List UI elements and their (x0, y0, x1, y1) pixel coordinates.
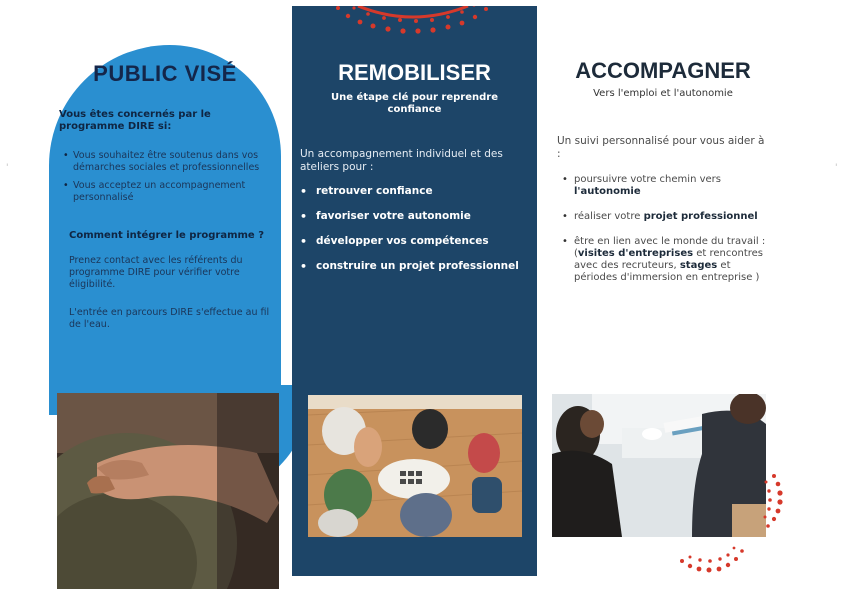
hand-on-shoulder-photo (57, 393, 279, 589)
accompagner-panel (548, 40, 778, 590)
list-item: • construire un projet professionnel (298, 259, 533, 273)
accompagner-title: ACCOMPAGNER (575, 58, 751, 83)
list-item-text: et rencontres avec des recruteurs, (574, 248, 764, 271)
list-item-emphasis: stages (679, 260, 718, 271)
list-item: • développer vos compétences (298, 234, 533, 248)
remobiliser-panel (292, 6, 537, 576)
interview-meeting-photo (552, 394, 766, 537)
list-item: • favoriser votre autonomie (298, 209, 533, 223)
decorative-dots-right (752, 470, 792, 530)
public-vise-panel (49, 45, 281, 598)
public-vise-question: Comment intégrer le programme ? (69, 230, 264, 241)
accompagner-subtitle: Vers l'emploi et l'autonomie (593, 88, 733, 99)
list-item: • Vous acceptez un accompagnement personnalisé (63, 180, 273, 204)
list-item-emphasis: l'autonomie (574, 186, 641, 197)
remobiliser-intro: Un accompagnement individuel et des ateliers pour : (300, 148, 503, 173)
list-item (562, 236, 774, 284)
group-workshop-photo (308, 395, 522, 537)
decorative-dots-arc (318, 6, 508, 36)
group-workshop-illustration (308, 395, 522, 537)
list-item (562, 174, 774, 198)
list-item-text: réaliser votre (574, 211, 644, 222)
remobiliser-list (298, 184, 533, 284)
list-item: • Vous souhaitez être soutenus dans vos démarches sociales et professionnelles (63, 150, 273, 174)
public-vise-paragraph-contact: Prenez contact avec les référents du programme DIRE pour vérifier votre éligibilité. (69, 255, 243, 290)
decorative-dots-bottom (676, 535, 746, 575)
scan-mark: ' (6, 163, 9, 173)
list-item: • retrouver confiance (298, 184, 533, 198)
public-vise-list (63, 150, 273, 210)
public-vise-paragraph-entry: L'entrée en parcours DIRE s'effectue au fil de l'eau. (69, 307, 270, 330)
list-item (562, 211, 774, 223)
accompagner-intro: Un suivi personnalisé pour vous aider à : (557, 135, 765, 160)
remobiliser-subtitle: Une étape clé pour reprendre confiance (331, 92, 498, 115)
public-vise-intro: Vous êtes concernés par le programme DIRE si: (59, 109, 211, 132)
accompagner-list (562, 174, 774, 297)
list-item-text: et périodes d'immersion en entreprise ) (574, 260, 760, 283)
list-item-emphasis: projet professionnel (643, 211, 758, 222)
remobiliser-title: REMOBILISER (338, 60, 491, 85)
hand-on-shoulder-illustration (57, 393, 279, 589)
list-item-text: être en lien avec le monde du travail : ( (574, 236, 766, 259)
public-vise-title: PUBLIC VISÉ (93, 61, 237, 86)
list-item-text: poursuivre votre chemin vers (574, 174, 721, 185)
interview-meeting-illustration (552, 394, 766, 537)
list-item-emphasis: visites d'entreprises (577, 248, 694, 259)
scan-mark: ' (835, 163, 838, 173)
